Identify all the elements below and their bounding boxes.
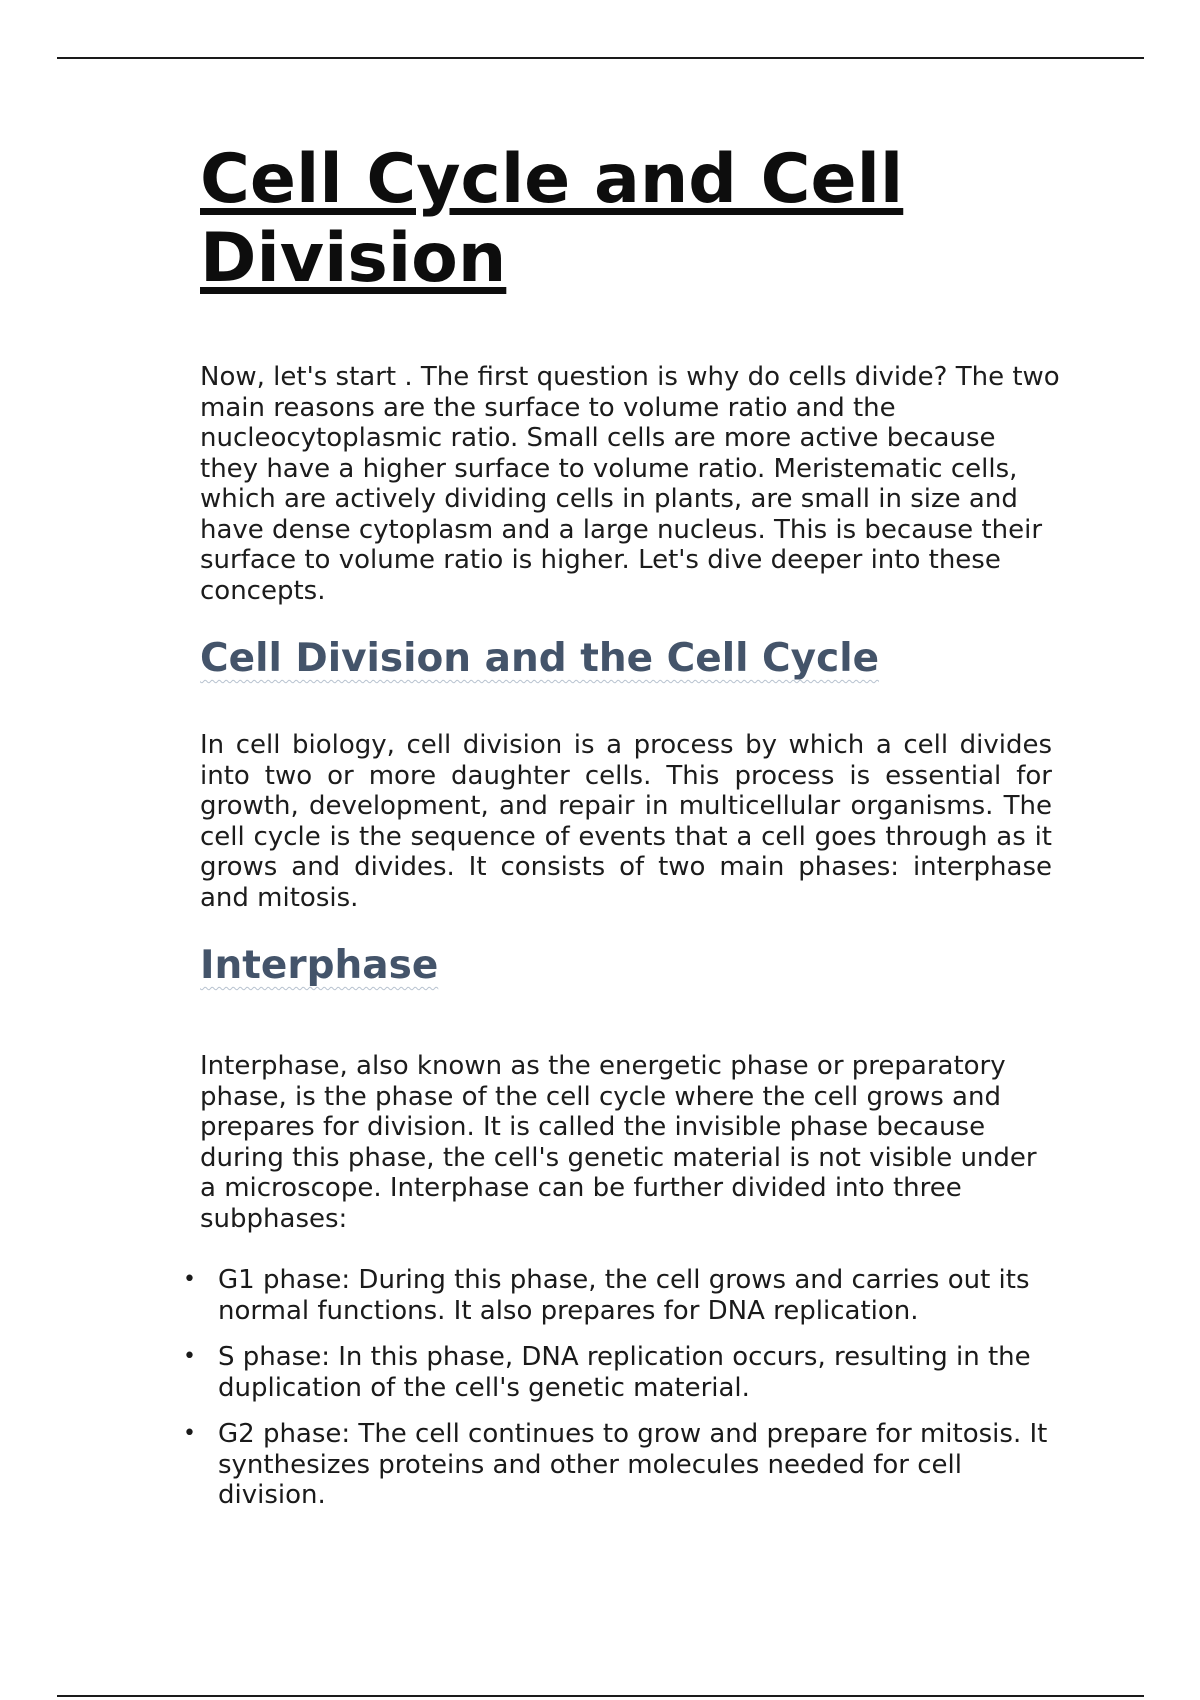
list-item-g2-phase	[183, 1419, 1078, 1511]
bullet-icon: •	[183, 1421, 196, 1446]
list-item-text: G2 phase: The cell continues to grow and prepare for mitosis. It synthesizes proteins and other molecules needed for cell division.	[218, 1419, 1048, 1510]
bullet-icon: •	[183, 1267, 196, 1292]
list-item-g1-phase	[183, 1265, 1078, 1326]
intro-paragraph: Now, let's start . The first question is why do cells divide? The two main reasons are the surface to volume ratio and the nucleocytoplasmic ratio. Small cells are more active because they have a higher surface to volume ratio. Meristematic cells, which are actively dividing cells in plants, are small in size and have dense cytoplasm and a large nucleus. This is because their surface to volume ratio is higher. Let's dive deeper into these concepts.	[200, 362, 1060, 606]
subphase-list	[183, 1265, 1060, 1511]
bottom-rule	[57, 1695, 1144, 1697]
document-title: Cell Cycle and Cell Division	[200, 140, 904, 298]
list-item-text: S phase: In this phase, DNA replication occurs, resulting in the duplication of the cell's genetic material.	[218, 1342, 1031, 1403]
interphase-paragraph: Interphase, also known as the energetic phase or preparatory phase, is the phase of the cell cycle where the cell grows and prepares for division. It is called the invisible phase because during this phase, the cell's genetic material is not visible under a microscope. Interphase can be further divided into three subphases:	[200, 1051, 1037, 1234]
list-item-text: G1 phase: During this phase, the cell grows and carries out its normal functions. It also prepares for DNA replication.	[218, 1265, 1030, 1326]
section-heading-interphase: Interphase	[200, 943, 439, 988]
top-rule	[57, 57, 1144, 59]
cell-division-paragraph: In cell biology, cell division is a process by which a cell divides into two or more daughter cells. This process is essential for growth, development, and repair in multicellular organisms. The cell cycle is the sequence of events that a cell goes through as it grows and divides. It consists of two main phases: interphase and mitosis.	[200, 730, 1052, 913]
section-heading-cell-division: Cell Division and the Cell Cycle	[200, 636, 880, 681]
list-item-s-phase	[183, 1342, 1078, 1403]
document-body	[183, 140, 1060, 1527]
bullet-icon: •	[183, 1344, 196, 1369]
